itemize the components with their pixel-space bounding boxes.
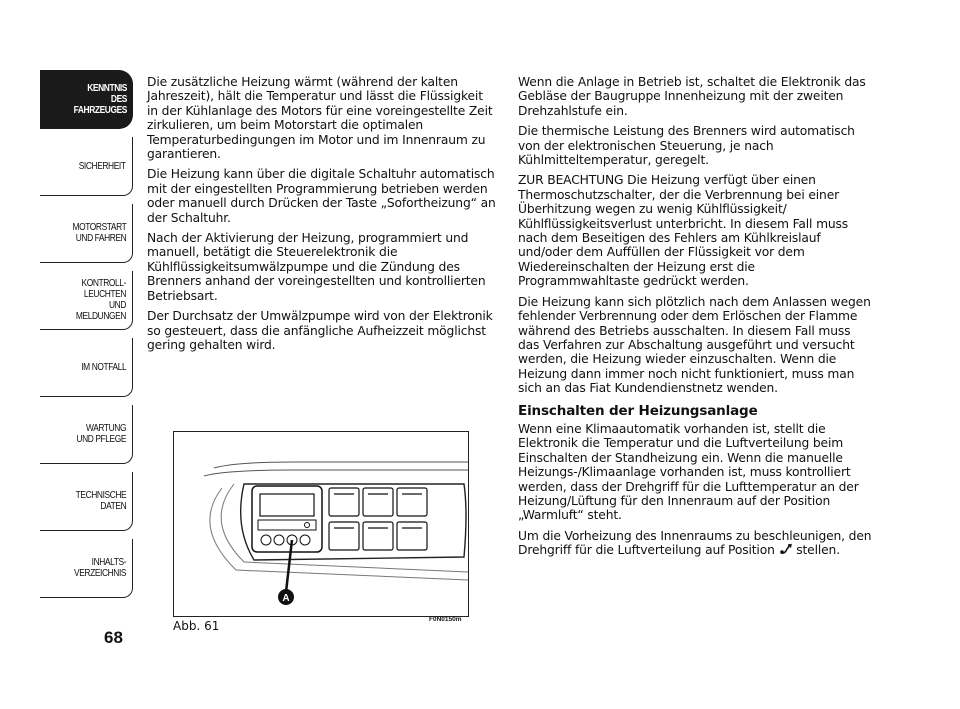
body-paragraph: ZUR BEACHTUNG Die Heizung verfügt über einen Thermoschutzschalter, der die Verbrennung bei einer Überhitzung wegen zu wenig Kühlflüssigkeit/ Kühlflüssigkeitsverlust unterbricht. In diesem Fall muss nach dem Beseitigen des Fehlers am Kühlkreislauf und/oder dem Auffüllen der Flüssigkeit vor dem Wiedereinschalten der Heizung erst die Programmwahltaste gedrückt werden. <box>518 173 849 289</box>
section-last-paragraph <box>518 529 873 558</box>
last-paragraph-text: Um die Vorheizung des Innenraums zu beschleunigen, den Drehgriff für die Luftverteilung auf Position <box>518 528 872 558</box>
feet-airflow-icon <box>779 543 793 555</box>
sidebar-tab-label: INHALTS- VERZEICHNIS <box>73 556 126 579</box>
sidebar-tab-label: MOTORSTART UND FAHREN <box>72 221 126 244</box>
sidebar-tab[interactable] <box>40 70 133 129</box>
sidebar-tab[interactable] <box>40 472 133 531</box>
sidebar-tab[interactable] <box>40 405 133 464</box>
callout-label: A <box>282 593 290 604</box>
last-paragraph-suffix: stellen. <box>792 543 840 558</box>
sidebar-tab[interactable] <box>40 204 133 263</box>
sidebar-tab-label: SICHERHEIT <box>79 159 126 172</box>
sidebar-tab-label: KONTROLL- LEUCHTEN UND MELDUNGEN <box>75 277 126 322</box>
sidebar-tab[interactable] <box>40 137 133 196</box>
sidebar-tab-label: IM NOTFALL <box>80 360 126 373</box>
figure-code: F0N0150m <box>429 616 462 623</box>
timer-button <box>300 535 310 545</box>
sidebar-tab[interactable] <box>40 338 133 397</box>
timer-display <box>260 494 314 516</box>
heater-control-figure <box>173 431 469 617</box>
body-paragraph: Der Durchsatz der Umwälzpumpe wird von der Elektronik so gesteuert, dass die anfängliche Aufheizzeit möglichst gering gehalten wird. <box>147 309 493 352</box>
right-text-column <box>518 75 873 564</box>
sidebar-tab-label: WARTUNG UND PFLEGE <box>76 422 126 445</box>
left-text-column <box>147 75 497 358</box>
body-paragraph: Die thermische Leistung des Brenners wird automatisch von der elektronischen Steuerung, je nach Kühlmitteltemperatur, geregelt. <box>518 124 855 168</box>
sidebar-tab-label: TECHNISCHE DATEN <box>75 489 126 512</box>
dashboard-panel-illustration <box>174 432 468 616</box>
body-paragraph: Wenn eine Klimaautomatik vorhanden ist, stellt die Elektronik die Temperatur und die Luftverteilung beim Einschalten der Standheizung ein. Wenn die manuelle Heizungs-/Klimaanlage vorhanden ist, muss kontrolliert werden, dass der Drehgriff für die Lufttemperatur an der Heizung/Lüftung für den Innenraum auf der Position „Warmluft“ steht. <box>518 421 859 523</box>
section-heading: Einschalten der Heizungsanlage <box>518 402 758 419</box>
body-paragraph: Wenn die Anlage in Betrieb ist, schaltet die Elektronik das Gebläse der Baugruppe Innenheizung mit der zweiten Drehzahlstufe ein. <box>518 75 866 118</box>
sidebar-tab-label: KENNTNIS DES FAHRZEUGES <box>73 82 127 116</box>
chapter-sidebar <box>40 70 133 606</box>
timer-button <box>274 535 284 545</box>
body-paragraph: Die Heizung kann über die digitale Schaltuhr automatisch mit der eingestellten Programmierung betrieben werden oder manuell durch Drücken der Taste „Sofortheizung“ an der Schaltuhr. <box>147 167 496 225</box>
page-number: 68 <box>104 628 123 647</box>
body-paragraph: Die Heizung kann sich plötzlich nach dem Anlassen wegen fehlender Verbrennung oder dem Erlöschen der Flamme während des Betriebs ausschalten. In diesem Fall muss das Verfahren zur Abschaltung ausgeführt und versucht werden, die Heizung wieder einzuschalten. Wenn die Heizung dann immer noch nicht funktioniert, muss man sich an das Fiat Kundendienstnetz wenden. <box>518 294 871 396</box>
body-paragraph: Nach der Aktivierung der Heizung, programmiert und manuell, betätigt die Steuerelektronik die Kühlflüssigkeitsumwälzpumpe und die Zündung des Brenners anhand der voreingestellten und kontrollierten Betriebsart. <box>147 231 486 303</box>
sidebar-tab[interactable] <box>40 539 133 598</box>
body-paragraph: Die zusätzliche Heizung wärmt (während der kalten Jahreszeit), hält die Temperatur und lässt die Flüssigkeit in der Kühlanlage des Motors für eine voreingestellte Zeit zirkulieren, um beim Motorstart die optimalen Temperaturbedingungen im Motor und im Innenraum zu garantieren. <box>147 75 493 162</box>
timer-button <box>261 535 271 545</box>
figure-caption: Abb. 61 <box>173 619 220 633</box>
sidebar-tab[interactable] <box>40 271 133 330</box>
